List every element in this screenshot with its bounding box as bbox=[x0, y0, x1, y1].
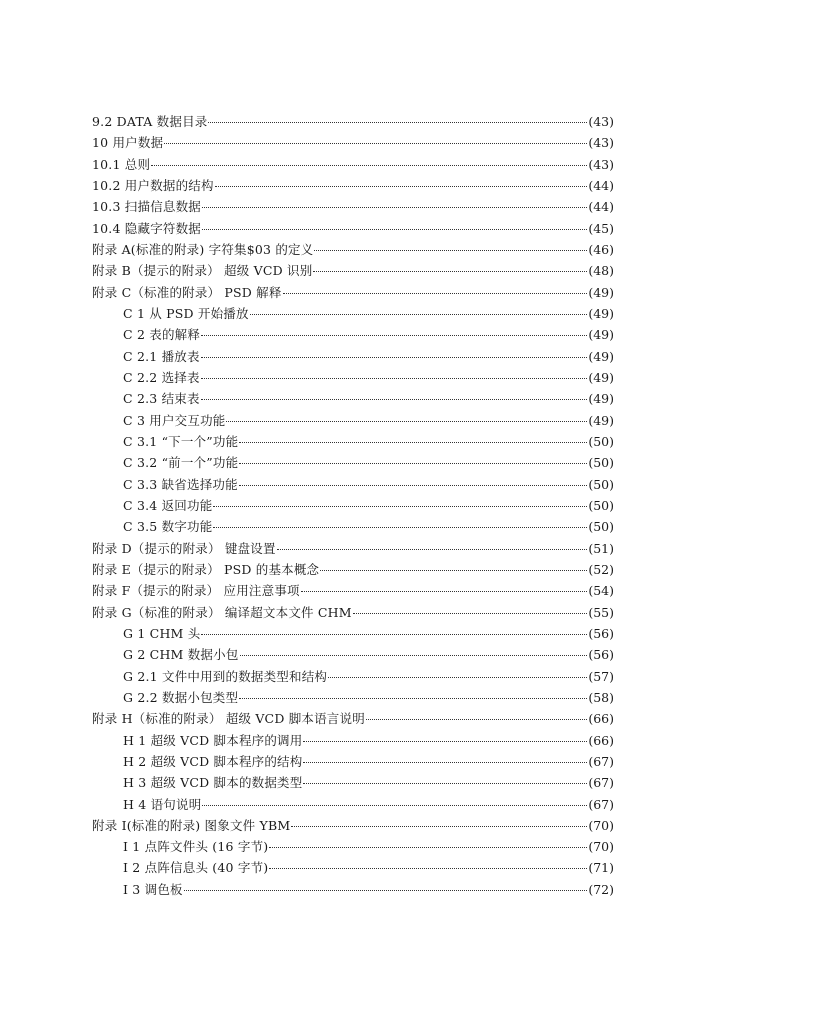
toc-entry-title: C 3.3 缺省选择功能 bbox=[123, 476, 238, 492]
toc-entry bbox=[92, 516, 614, 537]
dot-leader bbox=[164, 143, 587, 144]
dot-leader bbox=[202, 207, 587, 208]
toc-entry bbox=[92, 196, 614, 217]
toc-entry-page-number: (43) bbox=[588, 135, 614, 151]
toc-entry-title: I 2 点阵信息头 (40 字节) bbox=[123, 860, 269, 876]
toc-entry-title: C 3.2 “前一个”功能 bbox=[123, 455, 239, 471]
toc-entry-page-number: (49) bbox=[588, 348, 614, 364]
toc-entry-page-number: (51) bbox=[588, 540, 614, 556]
dot-leader bbox=[240, 655, 588, 656]
dot-leader bbox=[269, 847, 587, 848]
toc-entry-title: 附录 G（标准的附录） 编译超文本文件 CHM bbox=[92, 604, 352, 620]
toc-entry bbox=[92, 602, 614, 623]
toc-entry bbox=[92, 879, 614, 900]
toc-entry-title: 附录 I(标准的附录) 图象文件 YBM bbox=[92, 817, 291, 833]
dot-leader bbox=[201, 399, 588, 400]
toc-entry bbox=[92, 623, 614, 644]
toc-entry bbox=[92, 644, 614, 665]
toc-entry bbox=[92, 772, 614, 793]
toc-entry-page-number: (46) bbox=[588, 241, 614, 257]
dot-leader bbox=[213, 527, 587, 528]
toc-entry-title: H 2 超级 VCD 脚本程序的结构 bbox=[123, 753, 303, 769]
toc-entry-page-number: (50) bbox=[588, 476, 614, 492]
dot-leader bbox=[366, 719, 587, 720]
dot-leader bbox=[328, 677, 587, 678]
toc-entry-title: 附录 E（提示的附录） PSD 的基本概念 bbox=[92, 561, 320, 577]
toc-entry bbox=[92, 154, 614, 175]
toc-entry-title: I 1 点阵文件头 (16 字节) bbox=[123, 839, 269, 855]
toc-entry bbox=[92, 367, 614, 388]
toc-entry bbox=[92, 708, 614, 729]
toc-entry-title: I 3 调色板 bbox=[123, 881, 183, 897]
toc-entry-page-number: (56) bbox=[588, 647, 614, 663]
dot-leader bbox=[151, 165, 587, 166]
dot-leader bbox=[201, 634, 587, 635]
toc-entry-title: C 2.3 结束表 bbox=[123, 391, 200, 407]
toc-entry-page-number: (52) bbox=[588, 561, 614, 577]
toc-entry-page-number: (49) bbox=[588, 391, 614, 407]
toc-entry-title: G 2.1 文件中用到的数据类型和结构 bbox=[123, 668, 328, 684]
dot-leader bbox=[283, 293, 588, 294]
toc-entry bbox=[92, 580, 614, 601]
toc-entry bbox=[92, 730, 614, 751]
dot-leader bbox=[303, 741, 587, 742]
toc-entry-title: 10.1 总则 bbox=[92, 156, 151, 172]
toc-entry-page-number: (49) bbox=[588, 369, 614, 385]
toc-entry-title: 10.2 用户数据的结构 bbox=[92, 177, 214, 193]
table-of-contents bbox=[92, 111, 614, 900]
toc-entry bbox=[92, 346, 614, 367]
dot-leader bbox=[301, 591, 588, 592]
toc-entry-page-number: (58) bbox=[588, 689, 614, 705]
toc-entry-title: G 1 CHM 头 bbox=[123, 625, 201, 641]
dot-leader bbox=[208, 122, 587, 123]
dot-leader bbox=[320, 570, 587, 571]
toc-entry bbox=[92, 857, 614, 878]
toc-entry-title: C 2 表的解释 bbox=[123, 327, 201, 343]
toc-entry-page-number: (50) bbox=[588, 433, 614, 449]
dot-leader bbox=[250, 314, 588, 315]
toc-entry-title: G 2.2 数据小包类型 bbox=[123, 689, 239, 705]
toc-entry bbox=[92, 175, 614, 196]
toc-entry-page-number: (50) bbox=[588, 519, 614, 535]
toc-entry-page-number: (49) bbox=[588, 327, 614, 343]
toc-entry-page-number: (45) bbox=[588, 220, 614, 236]
dot-leader bbox=[303, 762, 587, 763]
toc-entry bbox=[92, 794, 614, 815]
toc-entry-page-number: (72) bbox=[588, 881, 614, 897]
toc-entry-title: 附录 A(标准的附录) 字符集$03 的定义 bbox=[92, 241, 314, 257]
toc-entry-page-number: (67) bbox=[588, 796, 614, 812]
toc-entry-title: C 3.5 数字功能 bbox=[123, 519, 213, 535]
toc-entry-title: 9.2 DATA 数据目录 bbox=[92, 114, 208, 129]
toc-entry-title: 10.3 扫描信息数据 bbox=[92, 199, 202, 215]
dot-leader bbox=[314, 250, 587, 251]
toc-entry-title: C 2.1 播放表 bbox=[123, 348, 200, 364]
toc-entry-title: 10.4 隐藏字符数据 bbox=[92, 220, 202, 236]
dot-leader bbox=[201, 357, 588, 358]
toc-entry-page-number: (54) bbox=[588, 583, 614, 599]
toc-entry-page-number: (48) bbox=[588, 263, 614, 279]
dot-leader bbox=[202, 229, 587, 230]
toc-entry bbox=[92, 132, 614, 153]
toc-entry-page-number: (57) bbox=[588, 668, 614, 684]
toc-entry-title: G 2 CHM 数据小包 bbox=[123, 647, 239, 663]
toc-entry bbox=[92, 410, 614, 431]
toc-entry-page-number: (44) bbox=[588, 199, 614, 215]
toc-entry-page-number: (66) bbox=[588, 711, 614, 727]
toc-entry bbox=[92, 815, 614, 836]
toc-entry-page-number: (66) bbox=[588, 732, 614, 748]
toc-entry bbox=[92, 431, 614, 452]
toc-entry bbox=[92, 239, 614, 260]
dot-leader bbox=[184, 890, 588, 891]
toc-entry-title: C 1 从 PSD 开始播放 bbox=[123, 305, 249, 321]
toc-entry-title: 附录 H（标准的附录） 超级 VCD 脚本语言说明 bbox=[92, 711, 365, 727]
dot-leader bbox=[239, 442, 587, 443]
toc-entry-page-number: (49) bbox=[588, 305, 614, 321]
dot-leader bbox=[269, 868, 587, 869]
toc-entry-title: 附录 C（标准的附录） PSD 解释 bbox=[92, 284, 282, 300]
toc-entry bbox=[92, 388, 614, 409]
toc-entry bbox=[92, 751, 614, 772]
dot-leader bbox=[313, 271, 587, 272]
toc-entry-page-number: (49) bbox=[588, 412, 614, 428]
dot-leader bbox=[201, 378, 588, 379]
toc-entry-title: 附录 F（提示的附录） 应用注意事项 bbox=[92, 583, 300, 599]
toc-entry-page-number: (43) bbox=[588, 156, 614, 172]
toc-entry-title: C 2.2 选择表 bbox=[123, 369, 200, 385]
toc-entry bbox=[92, 111, 614, 132]
toc-entry-title: 附录 B（提示的附录） 超级 VCD 识别 bbox=[92, 263, 313, 279]
toc-entry-page-number: (70) bbox=[588, 839, 614, 855]
dot-leader bbox=[353, 613, 588, 614]
toc-entry bbox=[92, 452, 614, 473]
toc-entry bbox=[92, 303, 614, 324]
toc-entry-page-number: (67) bbox=[588, 775, 614, 791]
toc-entry bbox=[92, 538, 614, 559]
dot-leader bbox=[239, 698, 587, 699]
toc-entry-title: 附录 D（提示的附录） 键盘设置 bbox=[92, 540, 276, 556]
dot-leader bbox=[201, 335, 587, 336]
toc-entry-title: C 3 用户交互功能 bbox=[123, 412, 226, 428]
dot-leader bbox=[239, 485, 588, 486]
toc-entry bbox=[92, 687, 614, 708]
dot-leader bbox=[213, 506, 587, 507]
toc-entry bbox=[92, 559, 614, 580]
toc-entry-title: H 1 超级 VCD 脚本程序的调用 bbox=[123, 732, 303, 748]
toc-entry-page-number: (44) bbox=[588, 177, 614, 193]
toc-entry-page-number: (43) bbox=[588, 114, 614, 129]
toc-entry bbox=[92, 474, 614, 495]
toc-entry-page-number: (50) bbox=[588, 455, 614, 471]
toc-entry-page-number: (55) bbox=[588, 604, 614, 620]
toc-entry bbox=[92, 282, 614, 303]
toc-entry-title: H 4 语句说明 bbox=[123, 796, 202, 812]
toc-entry bbox=[92, 666, 614, 687]
dot-leader bbox=[226, 421, 587, 422]
dot-leader bbox=[202, 805, 587, 806]
dot-leader bbox=[291, 826, 587, 827]
toc-entry-title: H 3 超级 VCD 脚本的数据类型 bbox=[123, 775, 303, 791]
toc-entry-title: C 3.1 “下一个”功能 bbox=[123, 433, 239, 449]
dot-leader bbox=[303, 783, 587, 784]
toc-entry bbox=[92, 260, 614, 281]
dot-leader bbox=[239, 463, 587, 464]
toc-entry bbox=[92, 324, 614, 345]
toc-entry-page-number: (49) bbox=[588, 284, 614, 300]
toc-entry-page-number: (56) bbox=[588, 625, 614, 641]
toc-entry-title: 10 用户数据 bbox=[92, 135, 164, 151]
toc-entry-page-number: (70) bbox=[588, 817, 614, 833]
toc-entry bbox=[92, 836, 614, 857]
toc-entry-page-number: (50) bbox=[588, 497, 614, 513]
toc-entry bbox=[92, 495, 614, 516]
toc-entry-page-number: (71) bbox=[588, 860, 614, 876]
dot-leader bbox=[215, 186, 588, 187]
dot-leader bbox=[277, 549, 588, 550]
toc-entry bbox=[92, 218, 614, 239]
toc-entry-title: C 3.4 返回功能 bbox=[123, 497, 213, 513]
toc-entry-page-number: (67) bbox=[588, 753, 614, 769]
